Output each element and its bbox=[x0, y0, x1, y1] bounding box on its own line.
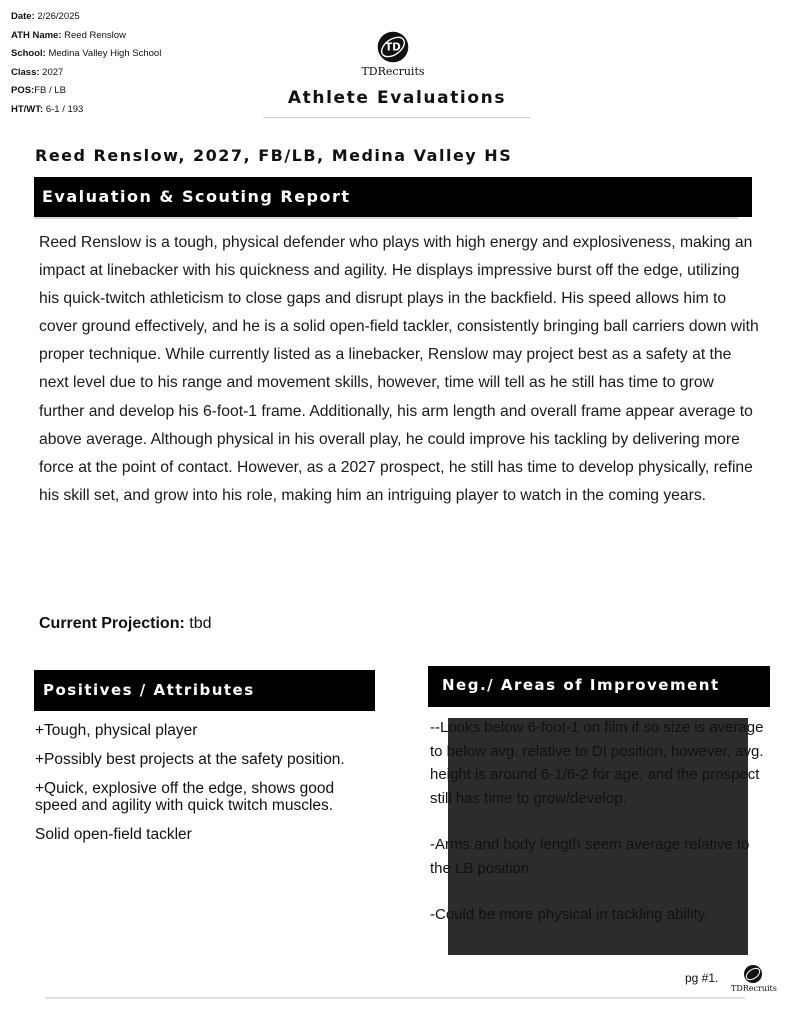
meta-date: Date: 2/26/2025 bbox=[11, 11, 80, 22]
football-logo-icon bbox=[743, 964, 763, 984]
list-item: --Looks below 6-foot-1 on film if so size is average to below avg. relative to DI position, however, avg. height is around 6-1/6-2 for age, and the prospect still has time to grow/develop. bbox=[430, 719, 764, 807]
current-projection bbox=[39, 615, 212, 633]
projection-value: tbd bbox=[189, 615, 212, 632]
list-item: +Quick, explosive off the edge, shows good speed and agility with quick twitch muscles. bbox=[35, 780, 335, 814]
footer-logo-wordmark: TDRecruits bbox=[731, 984, 777, 993]
scouting-report-text: Reed Renslow is a tough, physical defender who plays with high energy and explosiveness, making an impact at linebacker with his quickness and agility. He displays impressive burst off the edge, utilizing his quick-twitch athleticism to close gaps and disrupt plays in the backfield. His speed allows him to cover ground effectively, and he is a solid open-field tackler, consistently bringing ball carriers down with proper technique. While currently listed as a linebacker, Renslow may project best as a safety at the next level due to his range and movement skills, however, time will tell as he still has time to grow further and develop his 6-foot-1 frame. Additionally, his arm length and overall frame appear average to above average. Although physical in his overall play, he could improve his tackling by delivering more force at the point of contact. However, as a 2027 prospect, he still has time to develop physically, refine his skill set, and grow into his role, making him an intriguing player to watch in the coming years. bbox=[39, 234, 759, 504]
title-divider bbox=[263, 117, 530, 118]
meta-class: Class: 2027 bbox=[11, 66, 64, 78]
meta-school: School: Medina Valley High School bbox=[11, 48, 162, 59]
logo-monogram: TD bbox=[385, 42, 401, 54]
section-header-shadow bbox=[34, 217, 738, 219]
footer-divider bbox=[45, 997, 745, 999]
section-header-evaluation: Evaluation & Scouting Report bbox=[34, 177, 752, 217]
negatives-list bbox=[430, 716, 770, 950]
tdrecruits-logo bbox=[360, 30, 426, 78]
section-header-negatives: Neg./ Areas of Improvement bbox=[428, 666, 770, 707]
logo-wordmark: TDRecruits bbox=[361, 65, 425, 78]
list-item: -Arms and body length seem average relative to the LB position. bbox=[430, 836, 750, 877]
football-logo-icon bbox=[376, 30, 410, 64]
footer-logo bbox=[731, 964, 775, 993]
projection-label: Current Projection: bbox=[39, 615, 185, 632]
list-item: Solid open-field tackler bbox=[35, 826, 192, 843]
positives-list bbox=[35, 722, 380, 855]
athlete-meta bbox=[11, 8, 161, 119]
page-number: pg #1. bbox=[685, 971, 719, 985]
meta-position: POS:FB / LB bbox=[11, 85, 66, 96]
page-title: Athlete Evaluations bbox=[287, 88, 507, 108]
list-item: +Possibly best projects at the safety position. bbox=[35, 751, 345, 768]
meta-height-weight: HT/WT: 6-1 / 193 bbox=[11, 103, 84, 115]
list-item: -Could be more physical in tackling ability. bbox=[430, 906, 709, 923]
player-summary-line: Reed Renslow, 2027, FB/LB, Medina Valley HS bbox=[35, 146, 513, 165]
section-header-positives: Positives / Attributes bbox=[34, 670, 375, 711]
list-item: +Tough, physical player bbox=[35, 722, 198, 739]
meta-athlete-name: ATH Name: Reed Renslow bbox=[11, 29, 126, 41]
